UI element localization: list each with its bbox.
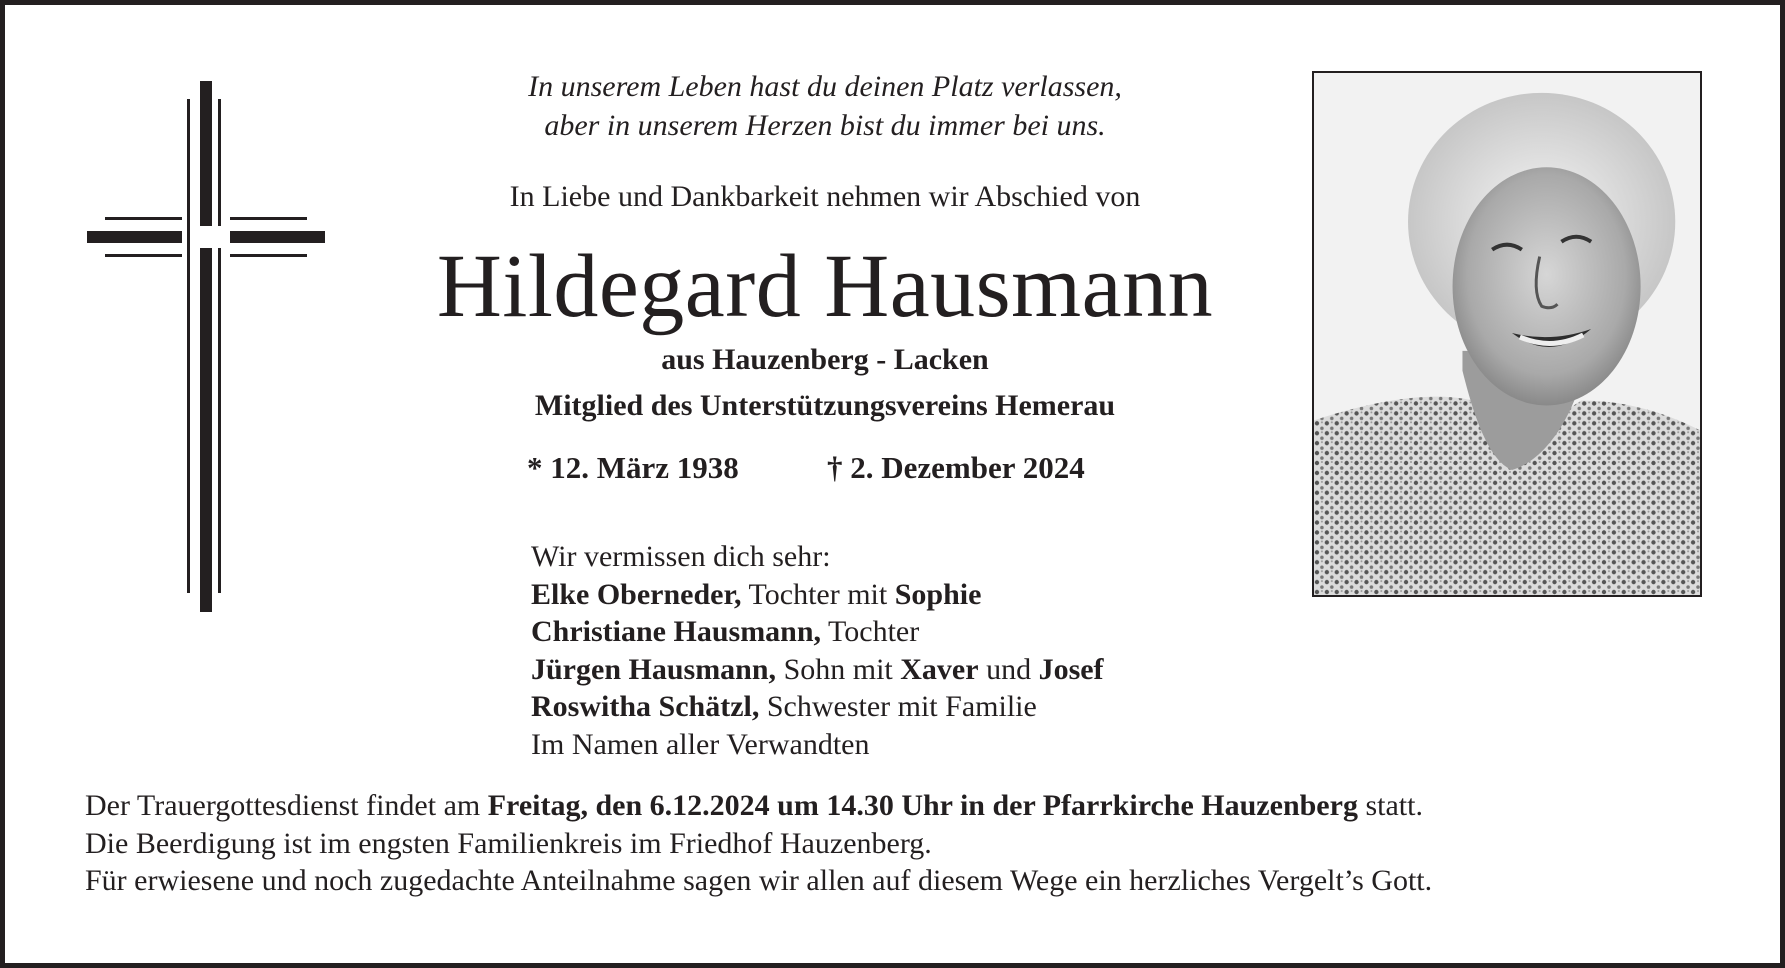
family-closing: Im Namen aller Verwandten	[531, 727, 870, 761]
service-line-2: Die Beerdigung ist im engsten Familienkreis im Friedhof Hauzenberg.	[85, 826, 932, 860]
family-extra-name: Xaver	[900, 652, 979, 686]
service-prefix: Der Trauergottesdienst findet am	[85, 789, 488, 822]
service-details: Freitag, den 6.12.2024 um 14.30 Uhr in der Pfarrkirche Hauzenberg	[487, 789, 1358, 822]
deceased-origin: aus Hauzenberg - Lacken	[661, 343, 989, 376]
family-member-name: Elke Oberneder,	[531, 577, 742, 611]
family-member-name: Christiane Hausmann,	[531, 615, 822, 648]
intro-text: In Liebe und Dankbarkeit nehmen wir Abschied von	[509, 180, 1141, 213]
family-relation: Schwester mit Familie	[759, 690, 1037, 723]
family-heading: Wir vermissen dich sehr:	[531, 540, 831, 573]
portrait-image	[1314, 73, 1700, 595]
cross-icon	[87, 81, 325, 612]
family-member-row	[531, 688, 1104, 726]
family-extra-name: Sophie	[894, 577, 982, 611]
service-suffix: statt.	[1357, 789, 1423, 822]
death-date: † 2. Dezember 2024	[827, 450, 1085, 485]
service-line-1	[85, 787, 1432, 825]
family-member-name: Roswitha Schätzl,	[531, 690, 760, 723]
portrait-photo	[1312, 71, 1702, 597]
family-extra-name: Josef	[1038, 652, 1104, 686]
quote-line-1: In unserem Leben hast du deinen Platz verlassen,	[528, 70, 1122, 103]
family-member-row	[531, 613, 1104, 651]
family-member-row	[531, 576, 1104, 614]
quote-line-2: aber in unserem Herzen bist du immer bei uns.	[544, 109, 1106, 142]
family-conjunction: und	[978, 652, 1039, 686]
service-line-3: Für erwiesene und noch zugedachte Anteilnahme sagen wir allen auf diesem Wege ein herzliches Vergelt’s Gott.	[85, 864, 1433, 897]
memorial-quote	[335, 67, 1315, 145]
family-relation: Sohn mit	[776, 652, 901, 686]
family-relation: Tochter	[821, 615, 920, 648]
deceased-name: Hildegard Hausmann	[436, 237, 1214, 336]
family-member-row	[531, 651, 1104, 689]
service-info	[85, 787, 1432, 900]
family-relation: Tochter mit	[741, 577, 895, 611]
birth-date: * 12. März 1938	[527, 450, 739, 485]
family-list	[531, 538, 1104, 763]
family-member-name: Jürgen Hausmann,	[531, 652, 777, 686]
deceased-membership: Mitglied des Unterstützungsvereins Hemerau	[534, 389, 1116, 422]
